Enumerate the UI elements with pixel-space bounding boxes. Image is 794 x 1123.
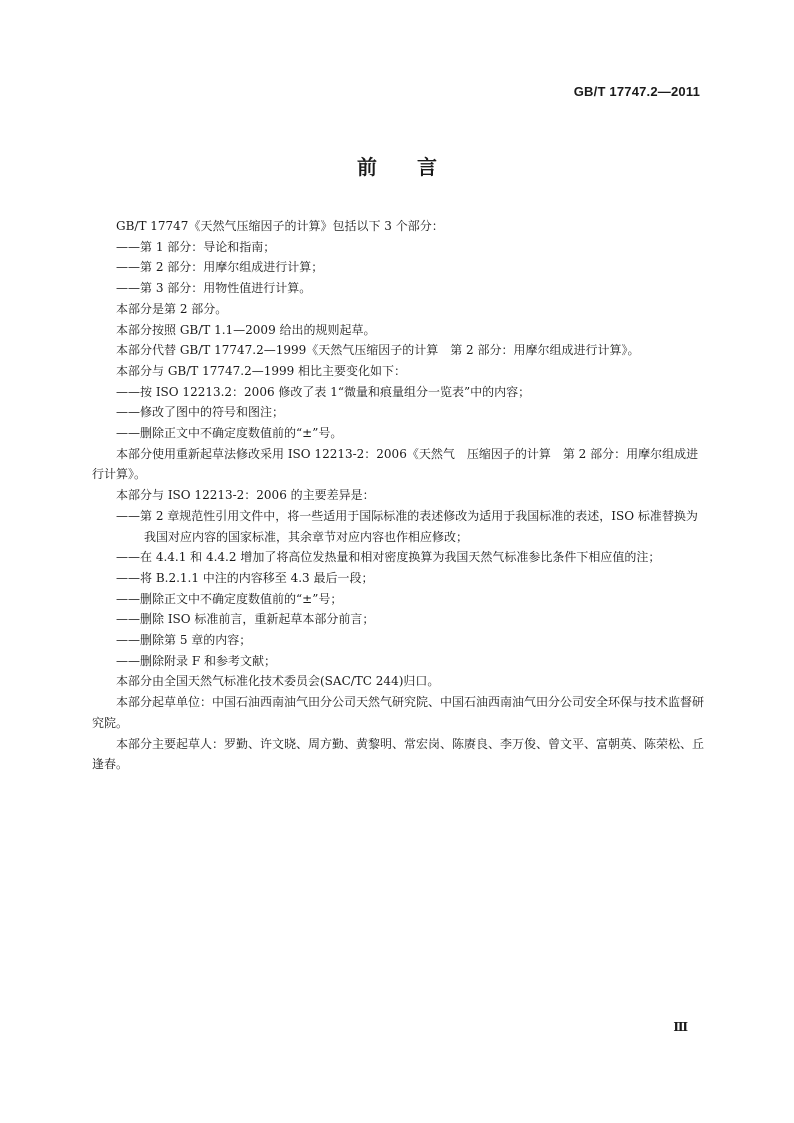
paragraph: 本部分主要起草人：罗勤、许文晓、周方勤、黄黎明、常宏岗、陈赓良、李万俊、曾文平、富朝英、陈荣松、丘逢春。 [92, 736, 705, 772]
list-item: ——第 3 部分：用物性值进行计算。 [116, 281, 312, 296]
list-item: ——删除第 5 章的内容； [116, 633, 252, 648]
paragraph: 本部分是第 2 部分。 [116, 301, 228, 316]
paragraph: 本部分起草单位：中国石油西南油气田分公司天然气研究院、中国石油西南油气田分公司安全环保与技术监督研究院。 [92, 695, 705, 730]
preface-body [92, 216, 706, 775]
list-item: ——删除正文中不确定度数值前的“±”号； [116, 591, 343, 606]
paragraph: 本部分与 GB/T 17747.2—1999 相比主要变化如下： [116, 363, 407, 378]
list-item: ——第 2 章规范性引用文件中，将一些适用于国际标准的表述修改为适用于我国标准的表述，ISO 标准替换为我国对应内容的国家标准，其余章节对应内容也作相应修改； [116, 508, 698, 544]
standard-code: GB/T 17747.2—2011 [573, 84, 700, 99]
list-item: ——删除附录 F 和参考文献； [116, 653, 276, 668]
list-item: ——删除正文中不确定度数值前的“±”号。 [116, 426, 343, 441]
list-item: ——将 B.2.1.1 中注的内容移至 4.3 最后一段； [116, 570, 374, 585]
paragraph: 本部分按照 GB/T 1.1—2009 给出的规则起草。 [116, 322, 376, 337]
list-item: ——在 4.4.1 和 4.4.2 增加了将高位发热量和相对密度换算为我国天然气标准参比条件下相应值的注； [116, 550, 661, 565]
paragraph: 本部分使用重新起草法修改采用 ISO 12213-2：2006《天然气 压缩因子的计算 第 2 部分：用摩尔组成进行计算》。 [92, 446, 699, 482]
paragraph: 本部分代替 GB/T 17747.2—1999《天然气压缩因子的计算 第 2 部分：用摩尔组成进行计算》。 [116, 343, 640, 358]
paragraph: 本部分由全国天然气标准化技术委员会(SAC/TC 244)归口。 [116, 674, 440, 689]
list-item: ——第 2 部分：用摩尔组成进行计算； [116, 260, 324, 275]
list-item: ——删除 ISO 标准前言，重新起草本部分前言； [116, 612, 375, 627]
list-item: ——第 1 部分：导论和指南； [116, 239, 276, 254]
paragraph: GB/T 17747《天然气压缩因子的计算》包括以下 3 个部分： [116, 219, 444, 233]
list-item: ——修改了图中的符号和图注； [116, 405, 285, 420]
page-title: 前言 [357, 155, 477, 179]
paragraph: 本部分与 ISO 12213-2：2006 的主要差异是： [116, 488, 375, 503]
list-item: ——按 ISO 12213.2：2006 修改了表 1“微量和痕量组分一览表”中的内容； [116, 384, 531, 399]
page-number: Ⅲ [673, 1020, 688, 1034]
